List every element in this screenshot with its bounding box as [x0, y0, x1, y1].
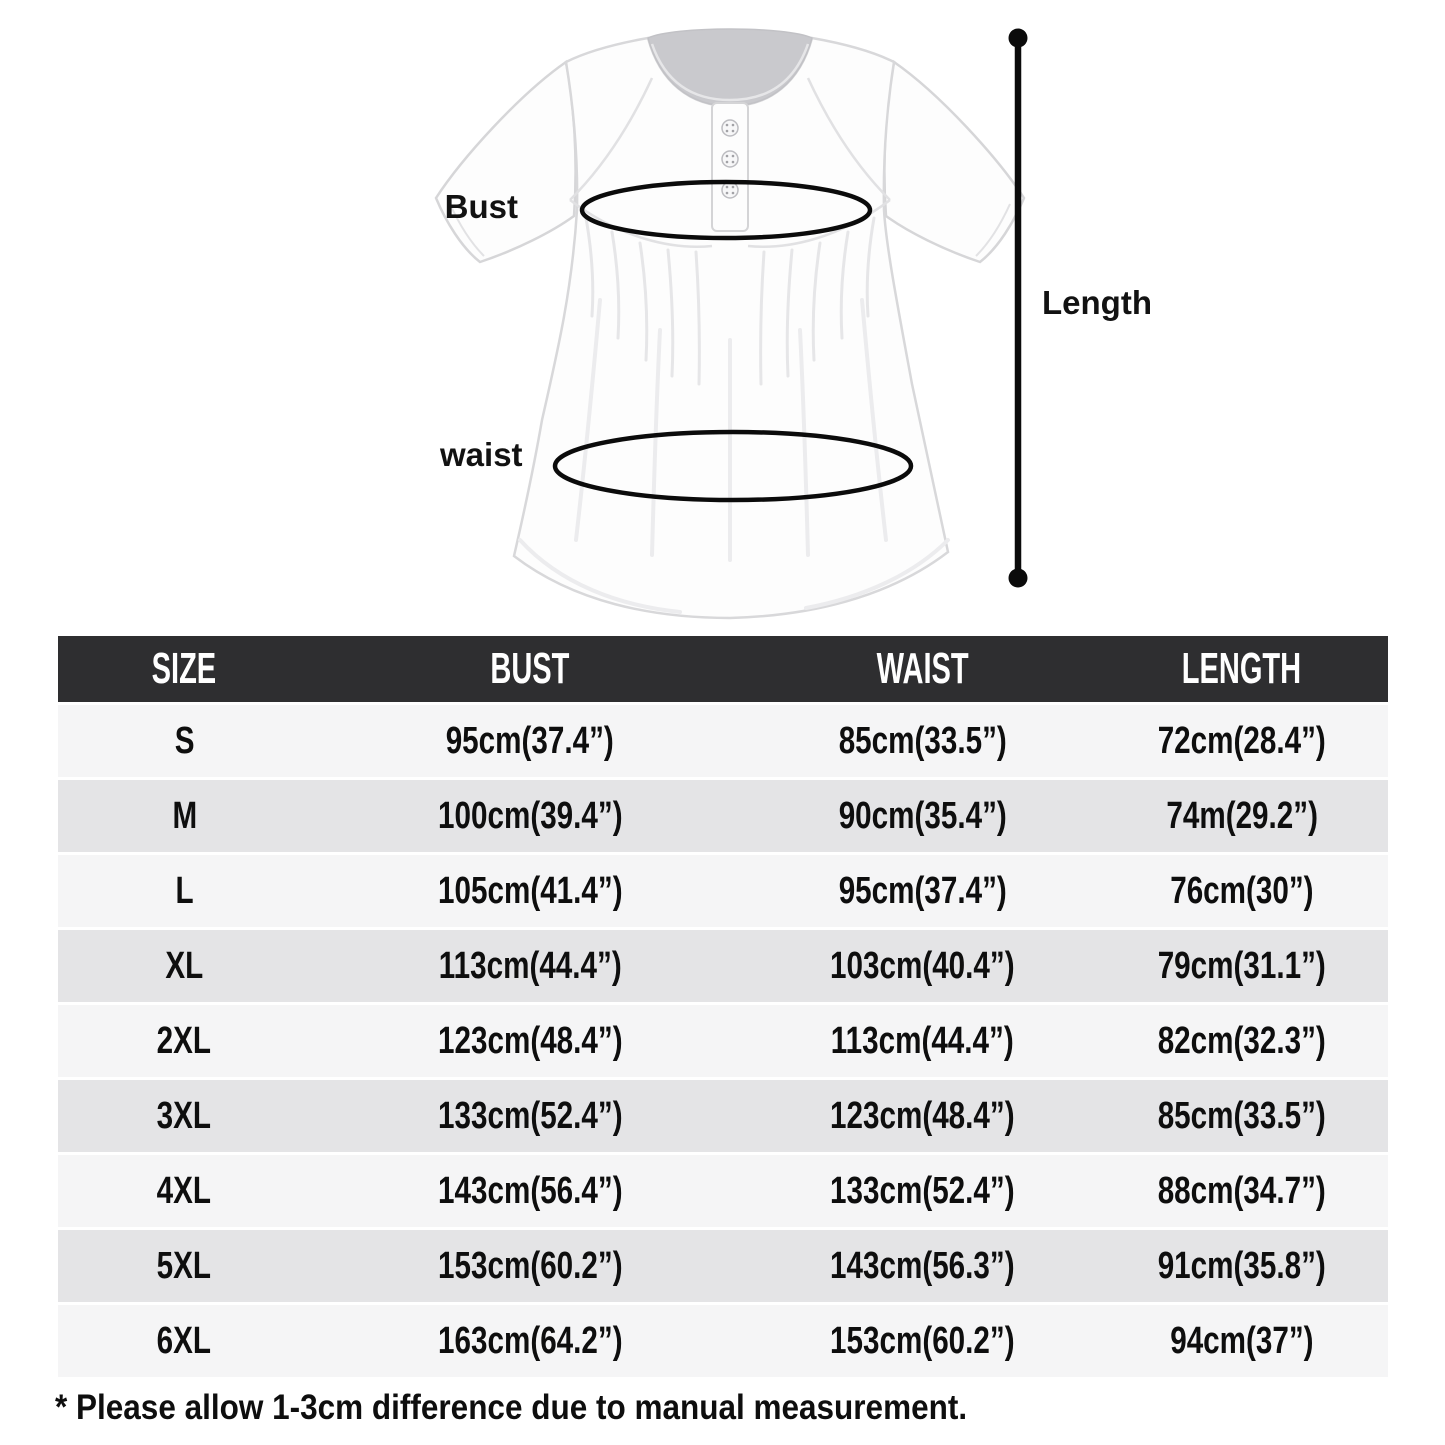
cell-length: 72cm(28.4”)	[1095, 705, 1388, 777]
cell-bust: 163cm(64.2”)	[311, 1305, 750, 1377]
cell-waist: 143cm(56.3”)	[750, 1230, 1096, 1302]
length-measure-line	[1009, 29, 1028, 588]
cell-size: 4XL	[58, 1155, 311, 1227]
cell-waist: 90cm(35.4”)	[750, 780, 1096, 852]
cell-bust: 100cm(39.4”)	[311, 780, 750, 852]
cell-waist: 113cm(44.4”)	[750, 1005, 1096, 1077]
cell-length: 76cm(30”)	[1095, 855, 1388, 927]
cell-waist: 85cm(33.5”)	[750, 705, 1096, 777]
cell-bust: 113cm(44.4”)	[311, 930, 750, 1002]
cell-size: 5XL	[58, 1230, 311, 1302]
cell-bust: 143cm(56.4”)	[311, 1155, 750, 1227]
cell-waist: 153cm(60.2”)	[750, 1305, 1096, 1377]
table-row-m	[58, 780, 1388, 852]
cell-waist: 123cm(48.4”)	[750, 1080, 1096, 1152]
cell-waist: 103cm(40.4”)	[750, 930, 1096, 1002]
cell-size: L	[58, 855, 311, 927]
garment-measurement-diagram	[0, 0, 1445, 630]
cell-length: 74m(29.2”)	[1095, 780, 1388, 852]
cell-size: 2XL	[58, 1005, 311, 1077]
cell-length: 82cm(32.3”)	[1095, 1005, 1388, 1077]
cell-bust: 95cm(37.4”)	[311, 705, 750, 777]
waist-label: waist	[440, 436, 523, 473]
header-size: SIZE	[58, 636, 311, 702]
cell-size: M	[58, 780, 311, 852]
header-length: LENGTH	[1095, 636, 1388, 702]
cell-length: 79cm(31.1”)	[1095, 930, 1388, 1002]
shirt-illustration	[0, 0, 1445, 630]
table-row-4xl	[58, 1155, 1388, 1227]
buttons	[722, 120, 738, 198]
table-row-6xl	[58, 1305, 1388, 1377]
size-table-container	[58, 633, 1388, 1380]
header-waist: WAIST	[750, 636, 1096, 702]
cell-bust: 105cm(41.4”)	[311, 855, 750, 927]
bust-label: Bust	[444, 188, 518, 225]
table-row-s	[58, 705, 1388, 777]
length-label: Length	[1042, 284, 1152, 321]
cell-length: 91cm(35.8”)	[1095, 1230, 1388, 1302]
cell-waist: 133cm(52.4”)	[750, 1155, 1096, 1227]
cell-waist: 95cm(37.4”)	[750, 855, 1096, 927]
header-bust: BUST	[311, 636, 750, 702]
size-table-header-row	[58, 636, 1388, 702]
table-row-l	[58, 855, 1388, 927]
cell-bust: 153cm(60.2”)	[311, 1230, 750, 1302]
table-row-3xl	[58, 1080, 1388, 1152]
cell-bust: 123cm(48.4”)	[311, 1005, 750, 1077]
table-row-xl	[58, 930, 1388, 1002]
cell-bust: 133cm(52.4”)	[311, 1080, 750, 1152]
cell-length: 94cm(37”)	[1095, 1305, 1388, 1377]
cell-size: S	[58, 705, 311, 777]
measurement-disclaimer: * Please allow 1-3cm difference due to manual measurement.	[55, 1388, 968, 1427]
size-table	[58, 633, 1388, 1380]
cell-size: 3XL	[58, 1080, 311, 1152]
cell-size: XL	[58, 930, 311, 1002]
cell-length: 85cm(33.5”)	[1095, 1080, 1388, 1152]
table-row-2xl	[58, 1005, 1388, 1077]
cell-length: 88cm(34.7”)	[1095, 1155, 1388, 1227]
cell-size: 6XL	[58, 1305, 311, 1377]
table-row-5xl	[58, 1230, 1388, 1302]
